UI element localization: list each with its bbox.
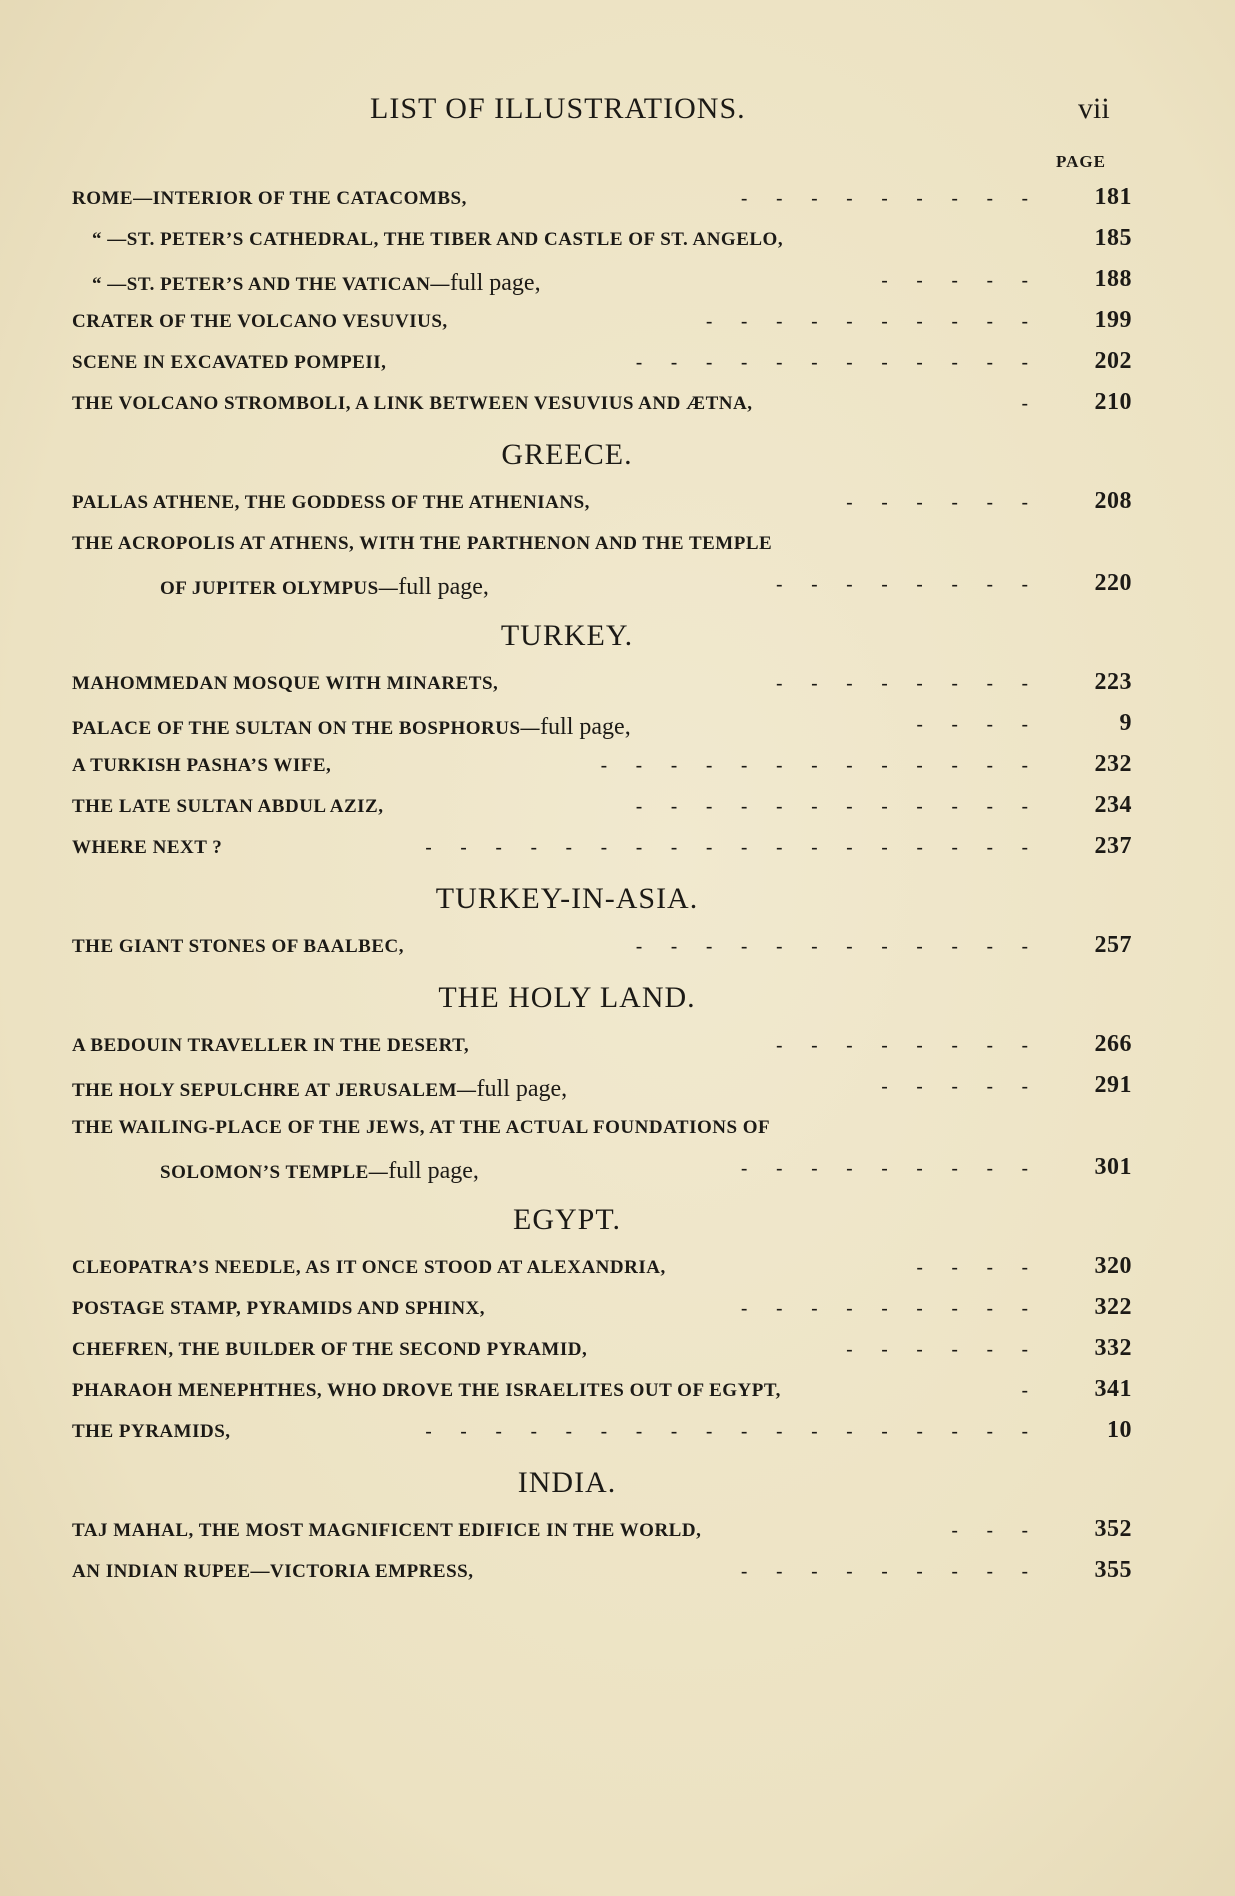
page-number: vii [1078,92,1110,125]
section-heading-text: GREECE. [501,438,633,471]
entry-title-text: PALLAS ATHENE, THE GODDESS OF THE ATHENIANS, [72,492,590,513]
section-heading-text: THE HOLY LAND. [438,981,696,1014]
entry-title [72,1117,770,1139]
dot-leader: - [1021,393,1040,414]
dot-leader: - - - - [916,1257,1040,1278]
entry-title-text: SCENE IN EXCAVATED POMPEII, [72,352,387,373]
illustration-entry [72,708,1132,749]
entry-full-page-note: full page, [476,1076,568,1102]
entry-title-text: A BEDOUIN TRAVELLER IN THE DESERT, [72,1035,470,1056]
entry-title-text: POSTAGE STAMP, PYRAMIDS AND SPHINX, [72,1298,486,1319]
entry-page-number: 320 [1094,1253,1132,1279]
entry-title-text: AN INDIAN RUPEE—VICTORIA EMPRESS, [72,1561,474,1582]
entry-page-number: 301 [1094,1154,1132,1180]
illustration-entry [72,223,1132,264]
illustration-entry [72,305,1132,346]
entry-page-number: 202 [1094,348,1132,374]
illustration-list [72,182,1132,1596]
illustration-entry [72,1415,1132,1456]
entry-full-page-note: full page, [540,714,631,740]
section-heading-text: EGYPT. [513,1203,621,1236]
dot-leader: - - - - - - - - - - - - [635,352,1040,373]
dot-leader: - - - - - - - - - - - - - [600,755,1040,776]
entry-page-number: 210 [1094,389,1132,415]
illustration-entry [72,1070,1132,1111]
entry-title-text: SOLOMON’S TEMPLE— [160,1162,389,1183]
entry-page-number: 185 [1094,225,1132,251]
entry-title-text: THE HOLY SEPULCHRE AT JERUSALEM— [72,1080,477,1101]
entry-title-text: “ —ST. PETER’S CATHEDRAL, THE TIBER AND CASTLE OF ST. ANGELO, [92,229,784,250]
entry-title-text: THE VOLCANO STROMBOLI, A LINK BETWEEN VESUVIUS AND ÆTNA, [72,393,753,414]
entry-page-number: 10 [1107,1417,1132,1443]
illustration-entry [72,527,1132,568]
entry-page-number: 355 [1094,1557,1132,1583]
entry-full-page-note: full page, [388,1158,479,1184]
illustration-entry [72,1292,1132,1333]
running-title: LIST OF ILLUSTRATIONS. [370,92,746,125]
illustration-entry [72,387,1132,428]
entry-page-number: 257 [1094,932,1132,958]
dot-leader: - - - - - [881,270,1040,291]
dot-leader: - - - - - [881,1076,1040,1097]
entry-title [72,533,772,555]
dot-leader: - - - - - - - - [776,1035,1040,1056]
illustration-entry [72,1333,1132,1374]
entry-title-text: ROME—INTERIOR OF THE CATACOMBS, [72,188,467,209]
dot-leader: - - - - - - - - - - - - - - - - - - [425,837,1040,858]
illustration-entry [72,568,1132,609]
entry-title-text: THE WAILING-PLACE OF THE JEWS, AT THE ACTUAL FOUNDATIONS OF [72,1117,771,1138]
entry-page-number: 188 [1094,266,1132,292]
entry-title-text: “ —ST. PETER’S AND THE VATICAN— [92,274,450,295]
entry-title-text: THE LATE SULTAN ABDUL AZIZ, [72,796,384,817]
illustration-entry [72,790,1132,831]
entry-title-text: THE GIANT STONES OF BAALBEC, [72,936,404,957]
entry-page-number: 266 [1094,1031,1132,1057]
entry-page-number: 352 [1094,1516,1132,1542]
entry-full-page-note: full page, [398,574,489,600]
section-heading-text: INDIA. [517,1466,617,1499]
dot-leader: - - - - - - - - - - [705,311,1040,332]
illustration-entry [72,1029,1132,1070]
entry-title-text: A TURKISH PASHA’S WIFE, [72,755,332,776]
illustration-entry [72,831,1132,872]
dot-leader: - - - - - - - - - - - - [635,796,1040,817]
entry-title-text: WHERE NEXT ? [72,837,223,858]
entry-page-number: 291 [1094,1072,1132,1098]
entry-page-number: 199 [1094,307,1132,333]
entry-title-text: PALACE OF THE SULTAN ON THE BOSPHORUS— [72,718,541,739]
illustration-entry [72,749,1132,790]
dot-leader: - - - - - - - - - [741,1298,1040,1319]
entry-title-text: MAHOMMEDAN MOSQUE WITH MINARETS, [72,673,499,694]
illustration-entry [72,486,1132,527]
dot-leader: - [1021,1380,1040,1401]
dot-leader: - - - [951,1520,1040,1541]
entry-page-number: 208 [1094,488,1132,514]
illustration-entry [72,1514,1132,1555]
entry-title-text: OF JUPITER OLYMPUS— [160,578,399,599]
illustration-entry [72,346,1132,387]
entry-page-number: 220 [1094,570,1132,596]
entry-page-number: 234 [1094,792,1132,818]
entry-title-text: CHEFREN, THE BUILDER OF THE SECOND PYRAMID, [72,1339,588,1360]
entry-page-number: 181 [1094,184,1132,210]
illustration-entry [72,667,1132,708]
entry-page-number: 223 [1094,669,1132,695]
illustration-entry [72,1374,1132,1415]
entry-title-text: CRATER OF THE VOLCANO VESUVIUS, [72,311,448,332]
illustration-entry [72,1111,1132,1152]
illustration-entry [72,1555,1132,1596]
running-header [0,92,1235,132]
section-heading-text: TURKEY. [500,619,634,652]
dot-leader: - - - - - - - - - [741,1158,1040,1179]
illustration-entry [72,264,1132,305]
entry-title-text: THE ACROPOLIS AT ATHENS, WITH THE PARTHENON AND THE TEMPLE [72,533,773,554]
entry-page-number: 237 [1094,833,1132,859]
entry-page-number: 232 [1094,751,1132,777]
entry-page-number: 322 [1094,1294,1132,1320]
section-heading-text: TURKEY-IN-ASIA. [435,882,699,915]
illustration-entry [72,1152,1132,1193]
section-heading [72,428,1132,486]
dot-leader: - - - - - - - - [776,673,1040,694]
dot-leader: - - - - - - - - - - - - [635,936,1040,957]
entry-title-text: THE PYRAMIDS, [72,1421,231,1442]
dot-leader: - - - - - - - - [776,574,1040,595]
dot-leader: - - - - - - - - - - - - - - - - - - [425,1421,1040,1442]
entry-page-number: 332 [1094,1335,1132,1361]
dot-leader: - - - - - - [846,1339,1040,1360]
section-heading [72,1193,1132,1251]
dot-leader: - - - - - - - - - [741,188,1040,209]
entry-title-text: PHARAOH MENEPHTHES, WHO DROVE THE ISRAELITES OUT OF EGYPT, [72,1380,781,1401]
section-heading [72,609,1132,667]
illustration-entry [72,182,1132,223]
entry-title-text: TAJ MAHAL, THE MOST MAGNIFICENT EDIFICE IN THE WORLD, [72,1520,702,1541]
section-heading [72,971,1132,1029]
section-heading [72,1456,1132,1514]
entry-page-number: 9 [1119,710,1132,736]
page-column-label: PAGE [1056,152,1106,171]
dot-leader: - - - - - - - - - [741,1561,1040,1582]
entry-full-page-note: full page, [449,270,541,296]
illustration-entry [72,1251,1132,1292]
dot-leader: - - - - [916,714,1040,735]
entry-title [92,229,783,251]
entry-page-number: 341 [1094,1376,1132,1402]
dot-leader: - - - - - - [846,492,1040,513]
illustration-entry [72,930,1132,971]
section-heading [72,872,1132,930]
entry-title-text: CLEOPATRA’S NEEDLE, AS IT ONCE STOOD AT ALEXANDRIA, [72,1257,666,1278]
